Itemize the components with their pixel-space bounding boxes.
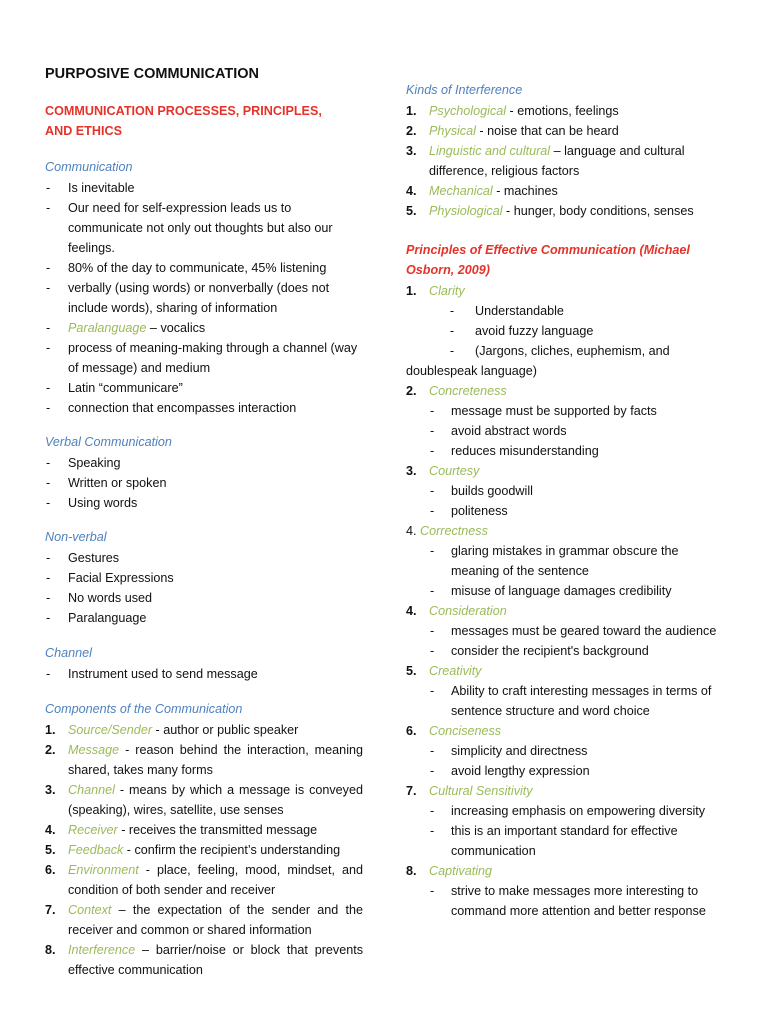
list-item: - simplicity and directness — [429, 741, 724, 761]
item-number: 2. — [406, 384, 417, 398]
item-text: doublespeak language) — [406, 364, 537, 378]
list-item: - 80% of the day to communicate, 45% listening — [45, 258, 363, 278]
list-item: - messages must be geared toward the audience — [429, 621, 724, 641]
item-number: 5. — [45, 843, 56, 857]
list-item — [406, 181, 724, 201]
verbal-heading: Verbal Communication — [45, 435, 172, 449]
list-item — [45, 820, 363, 840]
components-heading: Components of the Communication — [45, 702, 243, 716]
item-term: Feedback — [68, 843, 124, 857]
principle-cultural-sensitivity — [406, 781, 724, 861]
item-term: Message — [68, 743, 120, 757]
list-item: - politeness — [429, 501, 724, 521]
principle-conciseness — [406, 721, 724, 781]
list-item: - Gestures — [45, 548, 363, 568]
principle-courtesy — [406, 461, 724, 521]
list-item: - No words used — [45, 588, 363, 608]
item-number: 8. — [406, 864, 417, 878]
list-item: - reduces misunderstanding — [429, 441, 724, 461]
list-item — [406, 201, 724, 221]
communication-list — [45, 178, 363, 418]
item-term: Consideration — [429, 604, 507, 618]
list-item — [406, 141, 724, 181]
item-number: 4. — [406, 604, 417, 618]
item-def: - place, feeling, mood, mindset, and condition of both sender and receiver — [68, 863, 363, 897]
nonverbal-list — [45, 548, 363, 628]
item-number: 3. — [406, 144, 417, 158]
list-item: - Instrument used to send message — [45, 664, 363, 684]
principle-clarity — [406, 281, 724, 301]
item-def: - hunger, body conditions, senses — [502, 204, 694, 218]
item-def: - machines — [492, 184, 558, 198]
list-item: - strive to make messages more interesting to command more attention and better response — [429, 881, 724, 921]
list-item: - builds goodwill — [429, 481, 724, 501]
item-term: Channel — [68, 783, 115, 797]
item-def: – the expectation of the sender and the receiver and common or shared information — [68, 903, 363, 937]
cultural-sublist — [429, 801, 724, 861]
item-def: - author or public speaker — [152, 723, 299, 737]
paralanguage-term: Paralanguage — [68, 321, 147, 335]
item-term: Concreteness — [429, 384, 507, 398]
item-term: Physiological — [429, 204, 503, 218]
list-item: - this is an important standard for effective communication — [429, 821, 724, 861]
item-number: 4. — [406, 184, 417, 198]
item-def: – barrier/noise or block that prevents effective communication — [68, 943, 363, 977]
item-def: - means by which a message is conveyed (speaking), wires, satellite, use senses — [68, 783, 363, 817]
item-term: Environment — [68, 863, 139, 877]
principle-correctness — [406, 521, 724, 601]
principle-creativity — [406, 661, 724, 721]
list-item: - Ability to craft interesting messages in terms of sentence structure and word choice — [429, 681, 724, 721]
item-term: Source/Sender — [68, 723, 153, 737]
principle-concreteness — [406, 381, 724, 461]
item-term: Cultural Sensitivity — [429, 784, 533, 798]
channel-heading: Channel — [45, 646, 92, 660]
item-number: 2. — [406, 124, 417, 138]
list-item — [406, 101, 724, 121]
channel-list — [45, 664, 363, 684]
item-def: - noise that can be heard — [475, 124, 619, 138]
clarity-sublist — [406, 301, 724, 381]
item-number: 1. — [406, 104, 417, 118]
item-number: 4. — [406, 524, 417, 538]
list-item: - Using words — [45, 493, 363, 513]
interference-list — [406, 101, 724, 221]
correctness-sublist — [429, 541, 724, 601]
list-item — [45, 900, 363, 940]
principles-list-2 — [406, 381, 724, 921]
list-item: - connection that encompasses interaction — [45, 398, 363, 418]
list-item: - message must be supported by facts — [429, 401, 724, 421]
item-number: 7. — [406, 784, 417, 798]
creativity-sublist — [429, 681, 724, 721]
list-item: - Written or spoken — [45, 473, 363, 493]
item-def: – language and cultural difference, religious factors — [429, 144, 685, 178]
item-term: Context — [68, 903, 112, 917]
interference-section — [406, 80, 724, 221]
list-item — [406, 121, 724, 141]
list-item-paralanguage — [45, 318, 363, 338]
item-def: - receives the transmitted message — [117, 823, 318, 837]
list-item — [45, 840, 363, 860]
item-number: 7. — [45, 903, 56, 917]
courtesy-sublist — [429, 481, 724, 521]
list-item: - glaring mistakes in grammar obscure the meaning of the sentence — [429, 541, 724, 581]
item-def: - reason behind the interaction, meaning shared, takes many forms — [68, 743, 363, 777]
list-item: - Understandable — [449, 304, 564, 318]
list-item: - (Jargons, cliches, euphemism, and — [449, 344, 670, 358]
item-term: Mechanical — [429, 184, 493, 198]
item-number: 3. — [406, 464, 417, 478]
communication-heading: Communication — [45, 160, 133, 174]
item-term: Clarity — [429, 284, 465, 298]
item-def: - confirm the recipient’s understanding — [123, 843, 341, 857]
list-item — [45, 780, 363, 820]
item-term: Interference — [68, 943, 136, 957]
list-item — [45, 860, 363, 900]
consideration-sublist — [429, 621, 724, 661]
section-subtitle: COMMUNICATION PROCESSES, PRINCIPLES, AND ETHICS — [45, 104, 322, 138]
list-item: - Is inevitable — [45, 178, 363, 198]
item-text: (Jargons, cliches, euphemism, and — [475, 344, 670, 358]
nonverbal-heading: Non-verbal — [45, 530, 107, 544]
list-item: - increasing emphasis on empowering diversity — [429, 801, 724, 821]
item-number: 3. — [45, 783, 56, 797]
list-item — [45, 740, 363, 780]
item-term: Creativity — [429, 664, 482, 678]
item-number: 1. — [406, 284, 417, 298]
list-item: - Latin “communicare” — [45, 378, 363, 398]
list-item: - misuse of language damages credibility — [429, 581, 724, 601]
list-item — [45, 720, 363, 740]
item-number: 6. — [45, 863, 56, 877]
verbal-section — [45, 432, 363, 513]
document-title: PURPOSIVE COMMUNICATION — [45, 66, 260, 82]
item-number: 6. — [406, 724, 417, 738]
conciseness-sublist — [429, 741, 724, 781]
principle-captivating — [406, 861, 724, 921]
communication-section — [45, 157, 363, 418]
item-def: - emotions, feelings — [506, 104, 619, 118]
item-term: Psychological — [429, 104, 507, 118]
item-number: 5. — [406, 664, 417, 678]
captivating-sublist — [429, 881, 724, 921]
interference-heading: Kinds of Interference — [406, 83, 523, 97]
list-item: - avoid fuzzy language — [449, 324, 594, 338]
item-term: Linguistic and cultural — [429, 144, 551, 158]
item-number: 4. — [45, 823, 56, 837]
item-term: Conciseness — [429, 724, 502, 738]
item-term: Captivating — [429, 864, 493, 878]
list-item: - Speaking — [45, 453, 363, 473]
channel-section — [45, 643, 363, 684]
list-item: - Our need for self-expression leads us to communicate not only out thoughts but also our feelings. — [45, 198, 363, 258]
principle-consideration — [406, 601, 724, 661]
components-list — [45, 720, 363, 980]
nonverbal-section — [45, 527, 363, 628]
concreteness-sublist — [429, 401, 724, 461]
principles-list — [406, 281, 724, 301]
list-item: - Facial Expressions — [45, 568, 363, 588]
list-item: - avoid abstract words — [429, 421, 724, 441]
item-number: 2. — [45, 743, 56, 757]
list-item: - avoid lengthy expression — [429, 761, 724, 781]
paralanguage-def: – vocalics — [146, 321, 206, 335]
item-term: Physical — [429, 124, 476, 138]
principles-heading: Principles of Effective Communication (Michael Osborn, 2009) — [406, 243, 690, 277]
verbal-list — [45, 453, 363, 513]
list-item: - Paralanguage — [45, 608, 363, 628]
item-number: 5. — [406, 204, 417, 218]
item-term: Receiver — [68, 823, 118, 837]
item-number: 1. — [45, 723, 56, 737]
item-text: avoid fuzzy language — [475, 324, 594, 338]
item-text: Understandable — [475, 304, 564, 318]
list-item: - process of meaning-making through a channel (way of message) and medium — [45, 338, 363, 378]
item-term: Courtesy — [429, 464, 480, 478]
item-number: 8. — [45, 943, 56, 957]
list-item: - consider the recipient's background — [429, 641, 724, 661]
list-item — [45, 940, 363, 980]
list-item: - verbally (using words) or nonverbally (does not include words), sharing of information — [45, 278, 363, 318]
item-term: Correctness — [420, 524, 488, 538]
components-section — [45, 699, 363, 980]
list-item — [406, 361, 724, 381]
principles-section — [406, 240, 724, 921]
